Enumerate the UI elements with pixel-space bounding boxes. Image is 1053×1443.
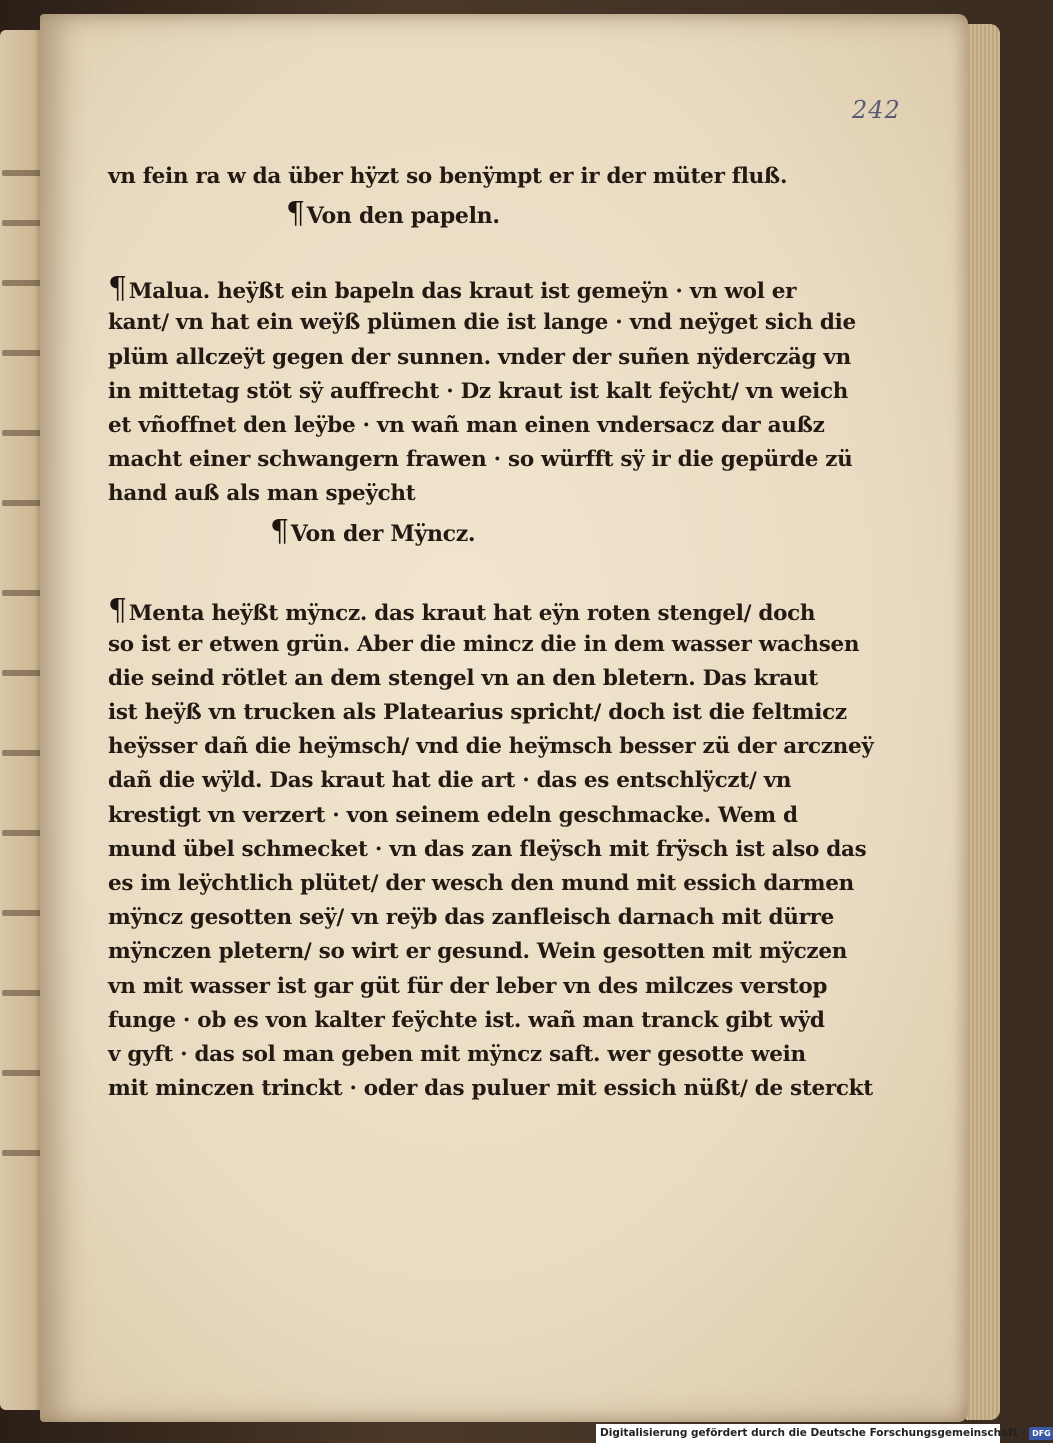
section-heading-papeln	[108, 194, 768, 234]
footer-text: Digitalisierung gefördert durch die Deutsche Forschungsgemeinschaft ·	[600, 1427, 1026, 1439]
bleed-through-mark	[2, 1070, 42, 1076]
bleed-through-mark	[2, 830, 42, 836]
bleed-through-mark	[2, 430, 42, 436]
bleed-through-mark	[2, 220, 42, 226]
pilcrow-icon: ¶	[108, 592, 127, 628]
text-line	[108, 592, 816, 628]
section-heading-myncz	[108, 512, 768, 552]
paragraph-malua	[108, 271, 856, 511]
text-line: vn mit wasser ist gar güt für der leber vn des milczes verstop	[108, 973, 828, 999]
bleed-through-mark	[2, 590, 42, 596]
bleed-through-mark	[2, 350, 42, 356]
text-line: krestigt vn verzert · von seinem edeln geschmacke. Wem d	[108, 802, 798, 828]
text-line: v gyft · das sol man geben mit mÿncz saft. wer gesotte wein	[108, 1041, 806, 1067]
bleed-through-mark	[2, 1150, 42, 1156]
bleed-through-mark	[2, 500, 42, 506]
text-line: funge · ob es von kalter feÿchte ist. wañ man tranck gibt wÿd	[108, 1007, 825, 1033]
text-line: macht einer schwangern frawen · so würfft sÿ ir die gepürde zü	[108, 447, 853, 473]
bleed-through-mark	[2, 170, 42, 176]
line-text: Menta heÿßt mÿncz. das kraut hat eÿn roten stengel/ doch	[128, 600, 816, 626]
text-line: hand auß als man speÿcht	[108, 481, 416, 507]
line-text: Malua. heÿßt ein bapeln das kraut ist gemeÿn · vn wol er	[128, 279, 797, 305]
text-line	[108, 271, 797, 307]
text-line: ist heÿß vn trucken als Platearius spricht/ doch ist die feltmicz	[108, 700, 847, 726]
text-line: et vñoffnet den leÿbe · vn wañ man einen vndersacz dar außz	[108, 412, 825, 438]
text-line: mit minczen trinckt · oder das puluer mit essich nüßt/ de sterckt	[108, 1076, 873, 1102]
pilcrow-icon: ¶	[108, 271, 127, 307]
text-line: mÿnczen pletern/ so wirt er gesund. Wein gesotten mit mÿczen	[108, 939, 848, 965]
folio-number: 242	[852, 96, 901, 124]
bleed-through-mark	[2, 670, 42, 676]
text-line: in mittetag stöt sÿ auffrecht · Dz kraut ist kalt feÿcht/ vn weich	[108, 378, 849, 404]
dfg-logo-icon: DFG	[1029, 1427, 1053, 1440]
bleed-through-mark	[2, 280, 42, 286]
bleed-through-mark	[2, 990, 42, 996]
text-line: dañ die wÿld. Das kraut hat die art · das es entschlÿczt/ vn	[108, 768, 792, 794]
bleed-through-mark	[2, 910, 42, 916]
paragraph-menta	[108, 592, 874, 1107]
text-line: mund übel schmecket · vn das zan fleÿsch mit frÿsch ist also das	[108, 836, 867, 862]
bleed-through-mark	[2, 750, 42, 756]
heading-text: Von den papeln.	[306, 203, 500, 230]
text-line: es im leÿchtlich plütet/ der wesch den mund mit essich darmen	[108, 871, 854, 896]
text-line: plüm allczeÿt gegen der sunnen. vnder der suñen nÿderczäg vn	[108, 344, 851, 370]
text-line: mÿncz gesotten seÿ/ vn reÿb das zanfleisch darnach mit dürre	[108, 905, 835, 931]
text-line: so ist er etwen grün. Aber die mincz die in dem wasser wachsen	[108, 631, 860, 657]
heading-text: Von der Mÿncz.	[290, 520, 476, 547]
text-line: kant/ vn hat ein weÿß plümen die ist lange · vnd neÿget sich die	[108, 310, 856, 336]
funding-footer	[596, 1424, 1051, 1443]
text-line: die seind rötlet an dem stengel vn an den bletern. Das kraut	[108, 665, 818, 691]
text-line: heÿsser dañ die heÿmsch/ vnd die heÿmsch besser zü der arczneÿ	[108, 734, 874, 760]
page-edge-stack	[966, 24, 1000, 1420]
text-block	[108, 160, 874, 1106]
pilcrow-icon: ¶	[286, 196, 305, 232]
pilcrow-icon: ¶	[270, 513, 289, 549]
text-line: vn fein ra w da über hÿzt so benÿmpt er ir der müter fluß.	[108, 164, 788, 189]
